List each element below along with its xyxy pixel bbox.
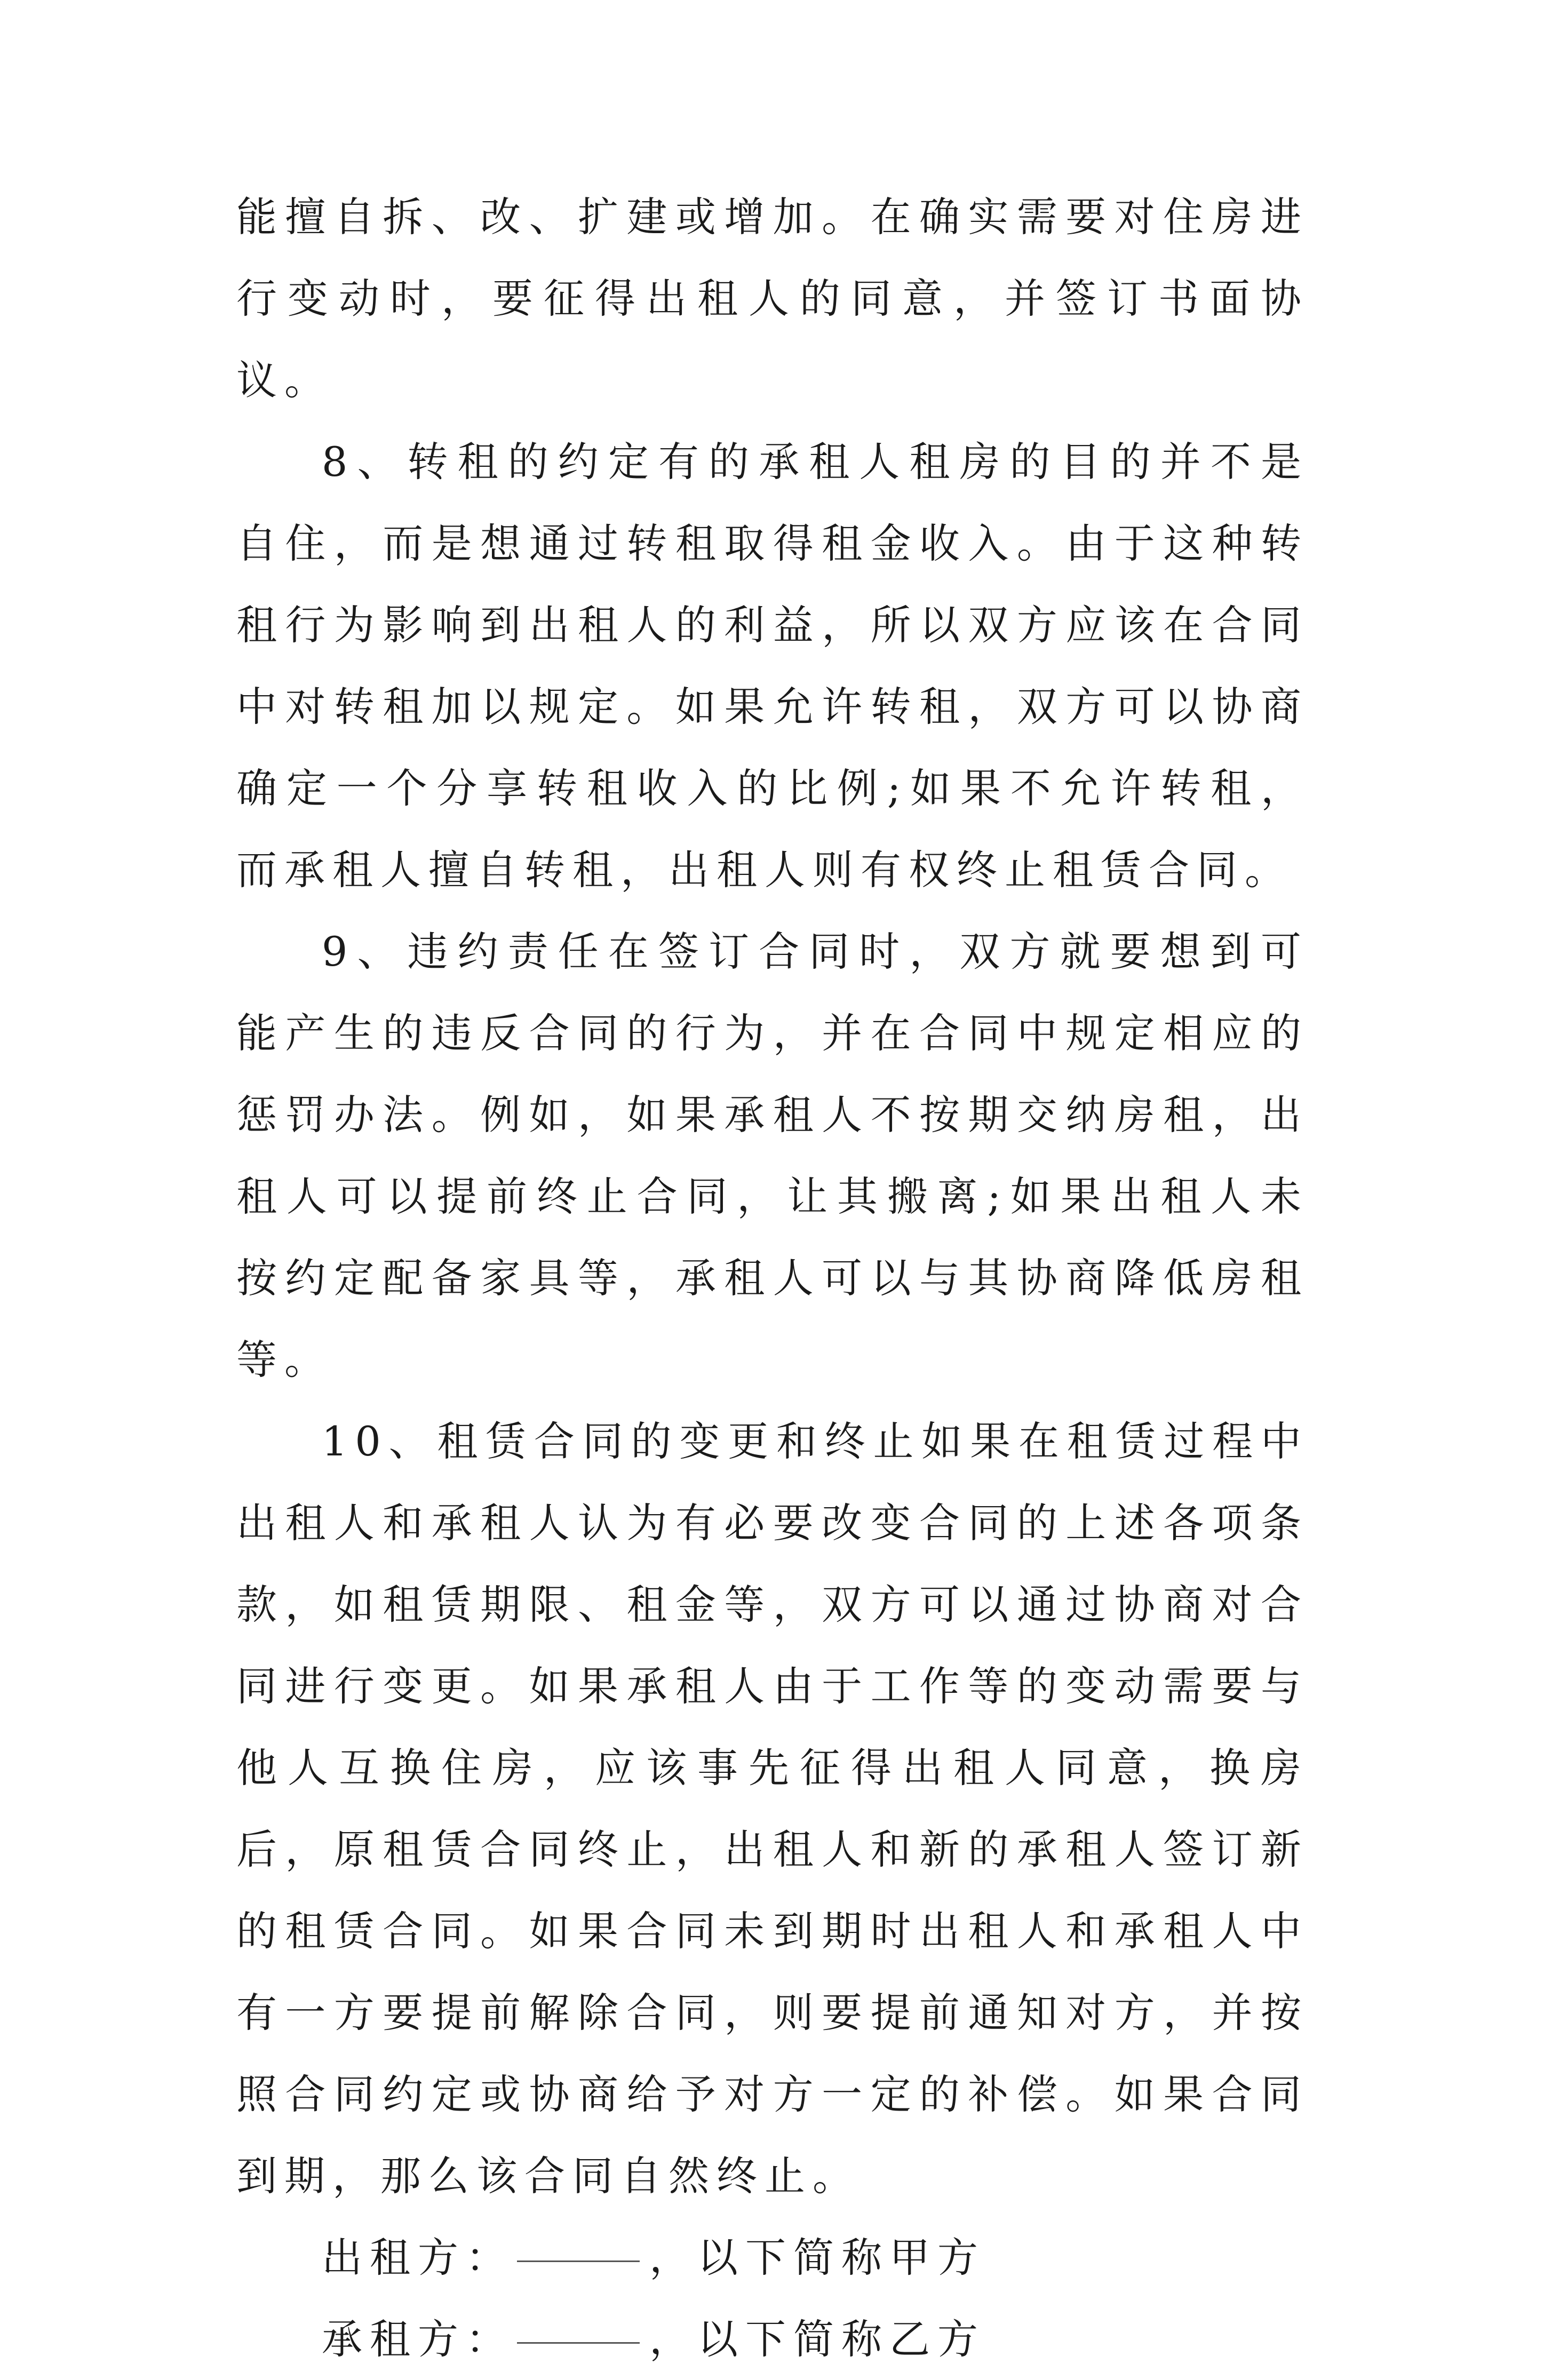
lessor-label: 出租方：: [322, 2234, 514, 2281]
paragraph-sublease: 8、转租的约定有的承租人租房的目的并不是自住，而是想通过转租取得租金收入。由于这种转租行为影响到出租人的利益，所以双方应该在合同中对转租加以规定。如果允许转租，双方可以协商确定一个分享转租收入的比例;如果不允许转租，而承租人擅自转租，出租人则有权终止租赁合同。: [236, 438, 1309, 894]
paragraph-breach-liability: 9、违约责任在签订合同时，双方就要想到可能产生的违反合同的行为，并在合同中规定相应的惩罚办法。例如，如果承租人不按期交纳房租，出租人可以提前终止合同，让其搬离;如果出租人未按约定配备家具等，承租人可以与其协商降低房租等。: [236, 928, 1309, 1383]
lessee-blank: [517, 2342, 640, 2344]
lessee-suffix: ，以下简称乙方: [649, 2315, 985, 2363]
document-body: [236, 176, 1309, 2380]
lessor-blank: [517, 2260, 640, 2262]
lessor-suffix: ，以下简称甲方: [649, 2234, 985, 2281]
lessee-line: [322, 2298, 1309, 2380]
signature-block: [236, 2217, 1309, 2380]
lessor-line: [322, 2217, 1309, 2298]
paragraph-contract-change: 10、租赁合同的变更和终止如果在租赁过程中出租人和承租人认为有必要改变合同的上述各项条款，如租赁期限、租金等，双方可以通过协商对合同进行变更。如果承租人由于工作等的变动需要与他人互换住房，应该事先征得出租人同意，换房后，原租赁合同终止，出租人和新的承租人签订新的租赁合同。如果合同未到期时出租人和承租人中有一方要提前解除合同，则要提前通知对方，并按照合同约定或协商给予对方一定的补偿。如果合同到期，那么该合同自然终止。: [236, 1418, 1309, 2200]
paragraph-continuation: 能擅自拆、改、扩建或增加。在确实需要对住房进行变动时，要征得出租人的同意，并签订书面协议。: [236, 193, 1309, 404]
lessee-label: 承租方：: [322, 2315, 514, 2363]
